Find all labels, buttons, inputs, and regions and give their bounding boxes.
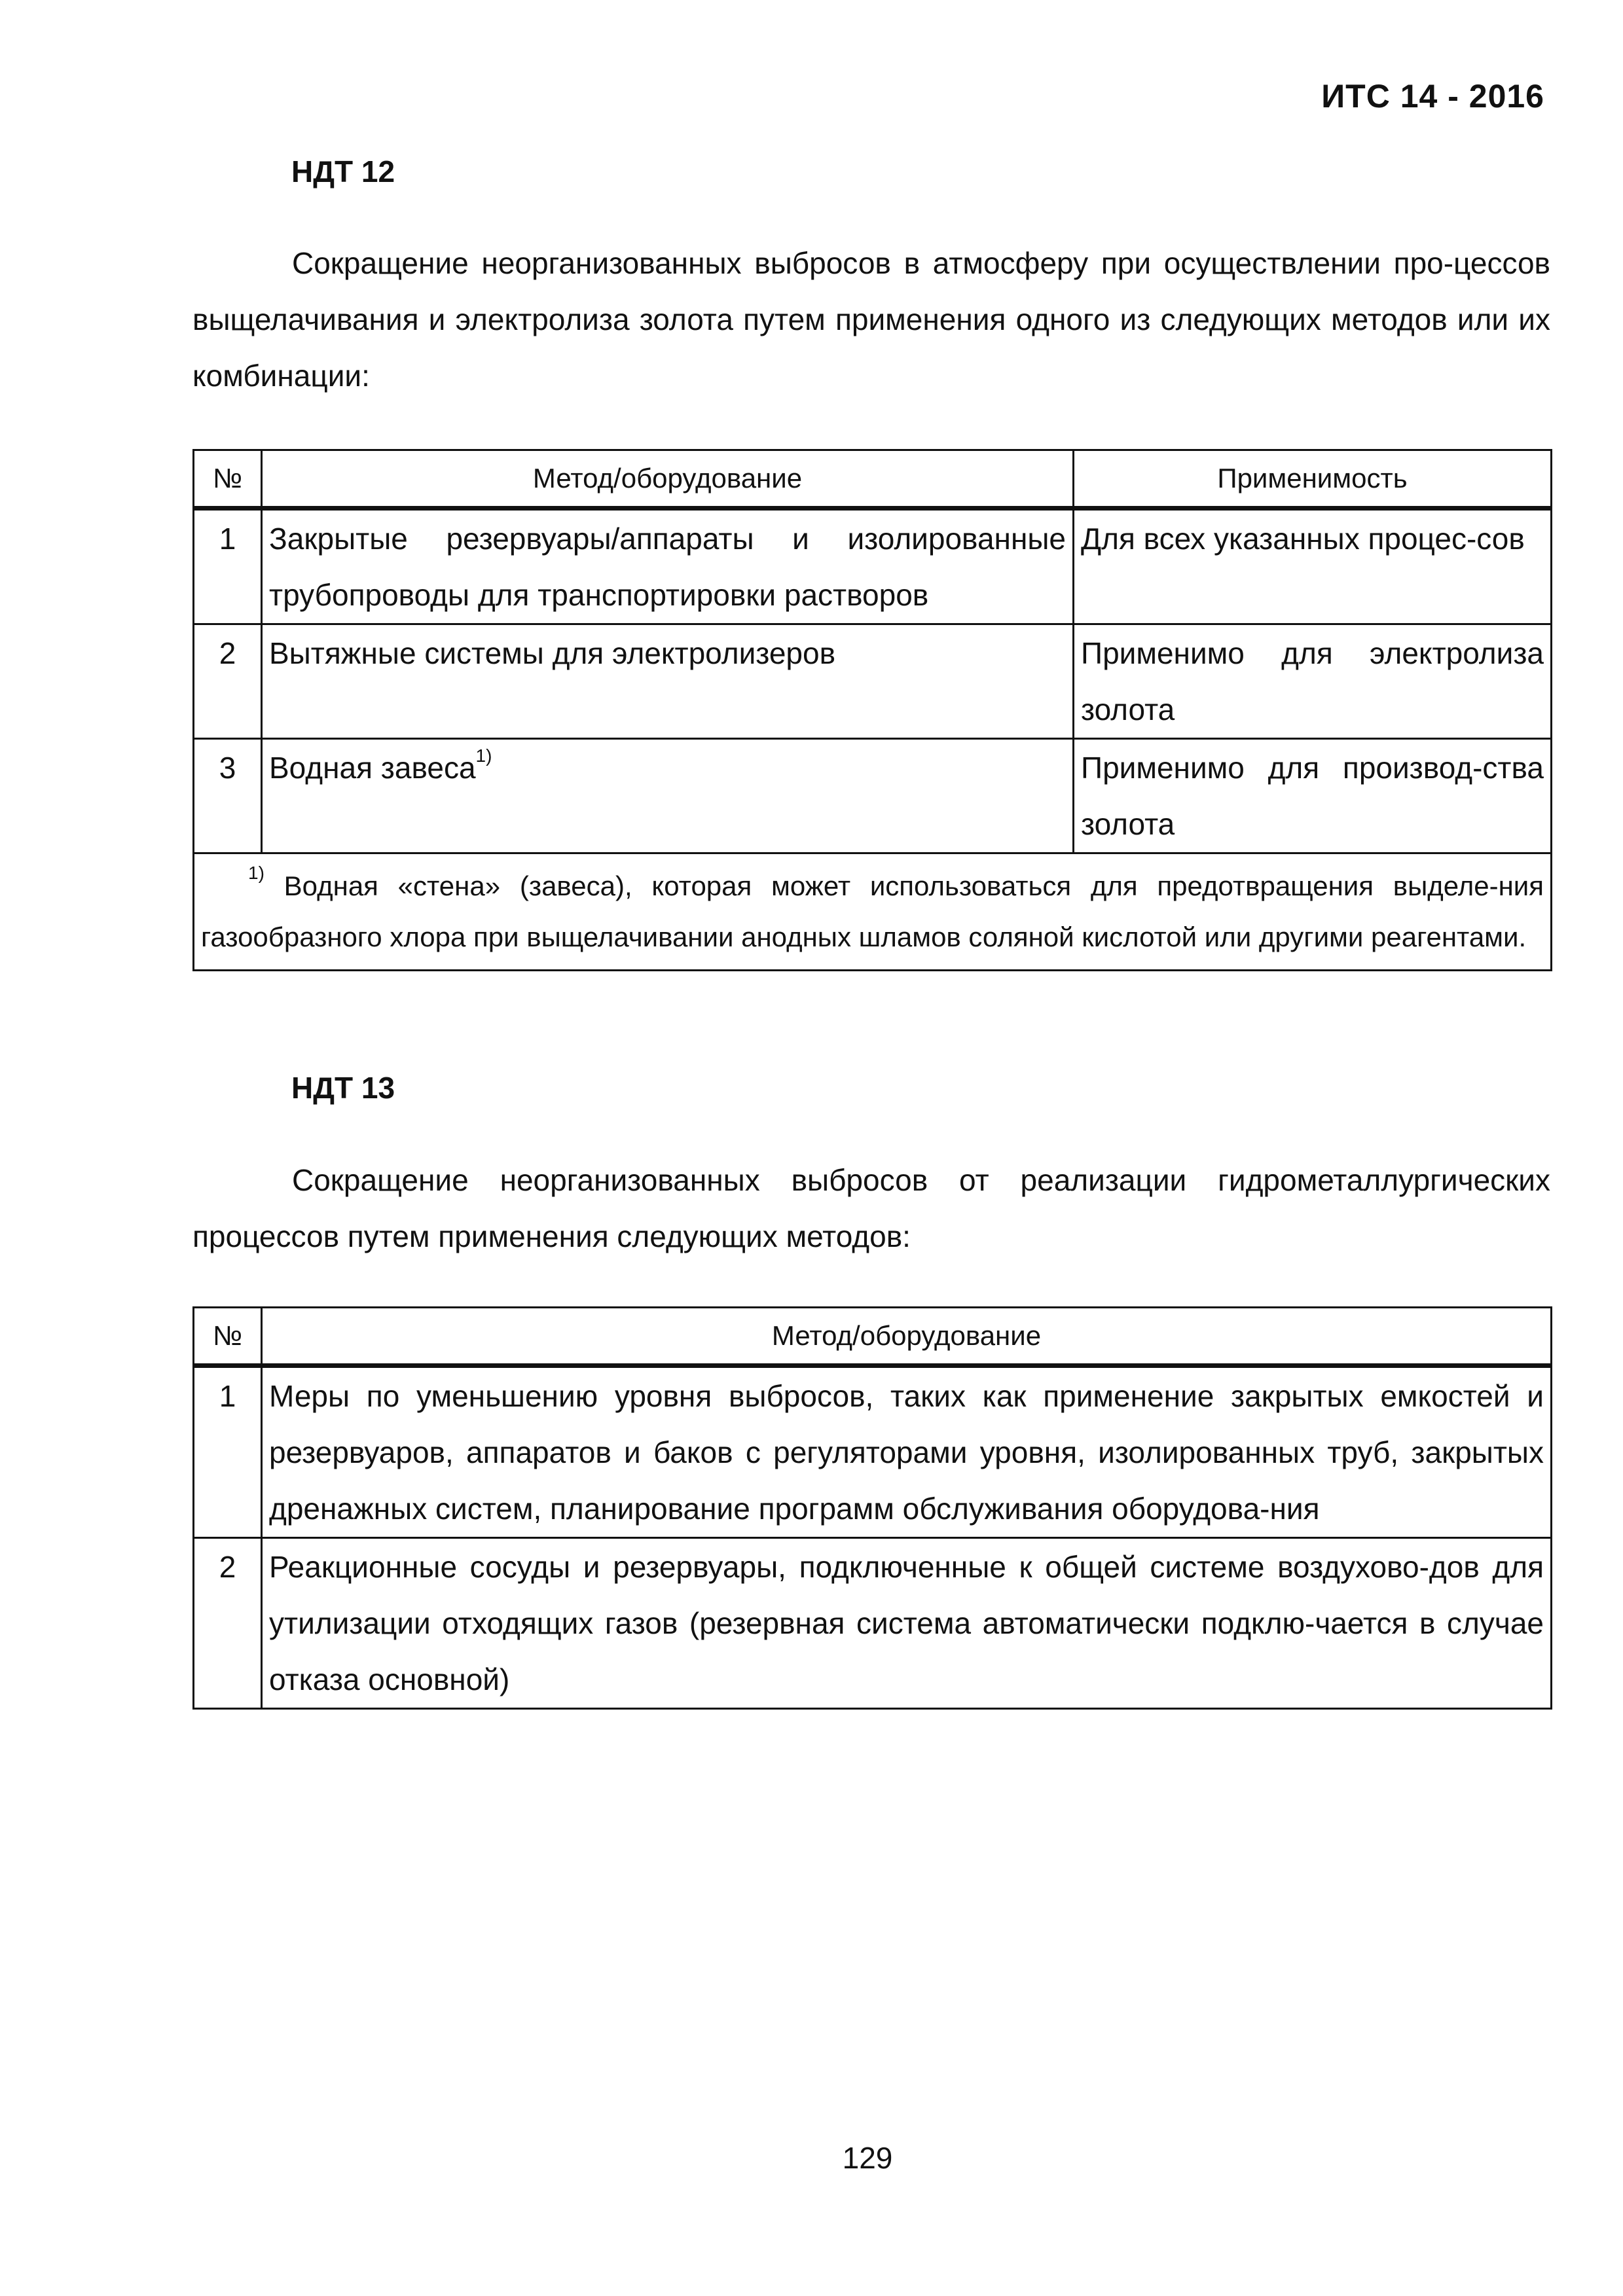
- ndt13-intro-paragraph: Сокращение неорганизованных выбросов от реализации гидрометаллургических процессов путем применения следующих методов:: [192, 1163, 1550, 1253]
- table-row: [194, 624, 1552, 739]
- column-header-number: №: [194, 450, 262, 509]
- row-number: 1: [194, 1366, 262, 1538]
- column-header-applicability: Применимость: [1074, 450, 1552, 509]
- footnote-text: Водная «стена» (завеса), которая может использоваться для предотвращения выделе-ния газообразного хлора при выщелачивании анодных шламов соляной кислотой или другими реагентами.: [201, 870, 1544, 952]
- footnote-marker: 1): [248, 862, 264, 883]
- ndt12-intro-paragraph: Сокращение неорганизованных выбросов в атмосферу при осуществлении про-цессов выщелачивания и электролиза золота путем применения одного из следующих методов или их комбинации:: [192, 246, 1550, 393]
- table-header-row: [194, 1308, 1552, 1366]
- row-applicability: Для всех указанных процес-сов: [1074, 509, 1552, 624]
- column-header-method: Метод/оборудование: [262, 1308, 1552, 1366]
- row-method: Реакционные сосуды и резервуары, подключенные к общей системе воздухово-дов для утилизации отходящих газов (резервная система автоматически подклю-чается в случае отказа основной): [262, 1538, 1552, 1709]
- row-applicability: Применимо для электролиза золота: [1074, 624, 1552, 739]
- table-row: [194, 739, 1552, 853]
- ndt12-methods-table: [192, 449, 1552, 971]
- row-method-text: Водная завеса: [269, 751, 476, 785]
- row-method: Закрытые резервуары/аппараты и изолированные трубопроводы для транспортировки растворов: [262, 509, 1074, 624]
- table-footnote-row: [194, 853, 1552, 971]
- column-header-number: №: [194, 1308, 262, 1366]
- footnote-reference: 1): [475, 745, 492, 766]
- table-header-row: [194, 450, 1552, 509]
- row-number: 1: [194, 509, 262, 624]
- row-method: Вытяжные системы для электролизеров: [262, 624, 1074, 739]
- table-row: [194, 1538, 1552, 1709]
- row-number: 2: [194, 624, 262, 739]
- row-applicability: Применимо для производ-ства золота: [1074, 739, 1552, 853]
- table-row: [194, 1366, 1552, 1538]
- section-title-ndt13: НДТ 13: [291, 1071, 395, 1105]
- document-code: ИТС 14 - 2016: [1321, 78, 1544, 115]
- column-header-method: Метод/оборудование: [262, 450, 1074, 509]
- row-method: Меры по уменьшению уровня выбросов, таких как применение закрытых емкостей и резервуаров, аппаратов и баков с регуляторами уровня, изолированных труб, закрытых дренажных систем, планирование программ обслуживания оборудова-ния: [262, 1366, 1552, 1538]
- table-footnote: [194, 853, 1552, 971]
- row-method: [262, 739, 1074, 853]
- row-number: 2: [194, 1538, 262, 1709]
- section-title-ndt12: НДТ 12: [291, 154, 395, 188]
- page-number: 129: [842, 2141, 893, 2175]
- ndt13-methods-table: [192, 1306, 1552, 1710]
- table-row: [194, 509, 1552, 624]
- row-number: 3: [194, 739, 262, 853]
